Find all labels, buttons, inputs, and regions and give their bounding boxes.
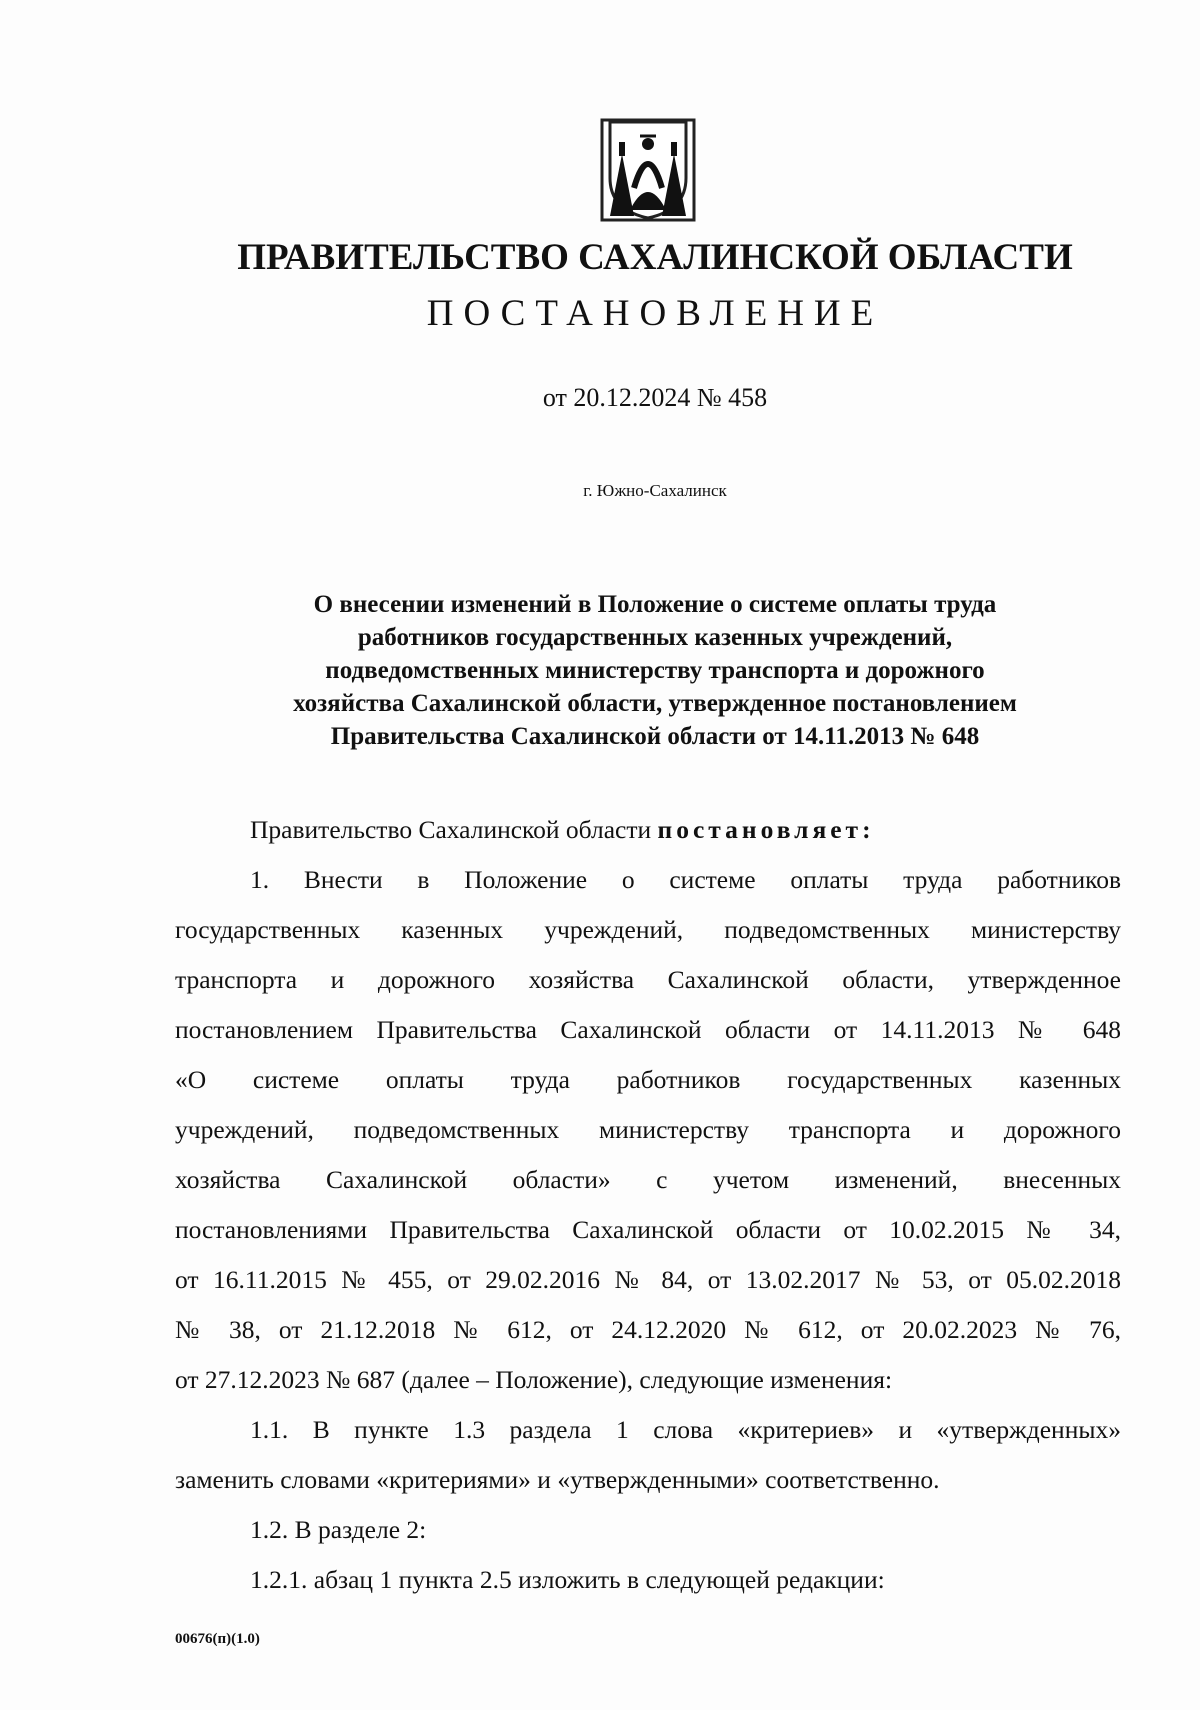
document-code: 00676(п)(1.0): [175, 1631, 260, 1647]
subject-line: хозяйства Сахалинской области, утвержденное постановлением: [293, 690, 1017, 717]
subject-line: подведомственных министерству транспорта и дорожного: [325, 657, 985, 684]
preamble: [175, 805, 1121, 855]
paragraph-line: № 38, от 21.12.2018 № 612, от 24.12.2020 № 612, от 20.02.2023 № 76,: [175, 1315, 1121, 1344]
paragraph-line: постановлениями Правительства Сахалинской области от 10.02.2015 № 34,: [175, 1215, 1121, 1244]
document-date-number: от 20.12.2024 № 458: [542, 383, 768, 412]
subject-line: О внесении изменений в Положение о системе оплаты труда: [313, 591, 997, 618]
paragraph-line: постановлением Правительства Сахалинской области от 14.11.2013 № 648: [175, 1015, 1121, 1044]
paragraph-line: от 27.12.2023 № 687 (далее – Положение), следующие изменения:: [175, 1365, 893, 1394]
document-body: [175, 805, 1121, 1605]
document-type: ПОСТАНОВЛЕНИЕ: [426, 293, 884, 334]
subject-line: Правительства Сахалинской области от 14.11.2013 № 648: [330, 723, 980, 750]
item-1-2-1: 1.2.1. абзац 1 пункта 2.5 изложить в следующей редакции:: [250, 1565, 885, 1594]
item-1-2: 1.2. В разделе 2:: [250, 1515, 427, 1544]
paragraph-line: учреждений, подведомственных министерству транспорта и дорожного: [175, 1115, 1121, 1144]
paragraph-line: транспорта и дорожного хозяйства Сахалинской области, утвержденное: [175, 965, 1121, 994]
paragraph-line: 1. Внести в Положение о системе оплаты труда работников: [250, 865, 1121, 894]
document-city: г. Южно-Сахалинск: [583, 481, 727, 500]
government-title: ПРАВИТЕЛЬСТВО САХАЛИНСКОЙ ОБЛАСТИ: [237, 237, 1073, 278]
sakhalin-coat-of-arms-icon: [600, 118, 696, 222]
paragraph-line: государственных казенных учреждений, подведомственных министерству: [175, 915, 1121, 944]
paragraph-line: от 16.11.2015 № 455, от 29.02.2016 № 84, от 13.02.2017 № 53, от 05.02.2018: [175, 1265, 1121, 1294]
item-1-1-line: 1.1. В пункте 1.3 раздела 1 слова «критериев» и «утвержденных»: [250, 1415, 1121, 1444]
preamble-text: Правительство Сахалинской области: [250, 815, 652, 844]
paragraph-line: хозяйства Сахалинской области» с учетом изменений, внесенных: [175, 1165, 1121, 1194]
document-subject: [0, 588, 1200, 753]
item-1-1-line: заменить словами «критериями» и «утвержденными» соответственно.: [175, 1465, 940, 1494]
subject-line: работников государственных казенных учреждений,: [357, 624, 953, 651]
paragraph-line: «О системе оплаты труда работников государственных казенных: [175, 1065, 1121, 1094]
preamble-verb: постановляет:: [657, 815, 875, 844]
